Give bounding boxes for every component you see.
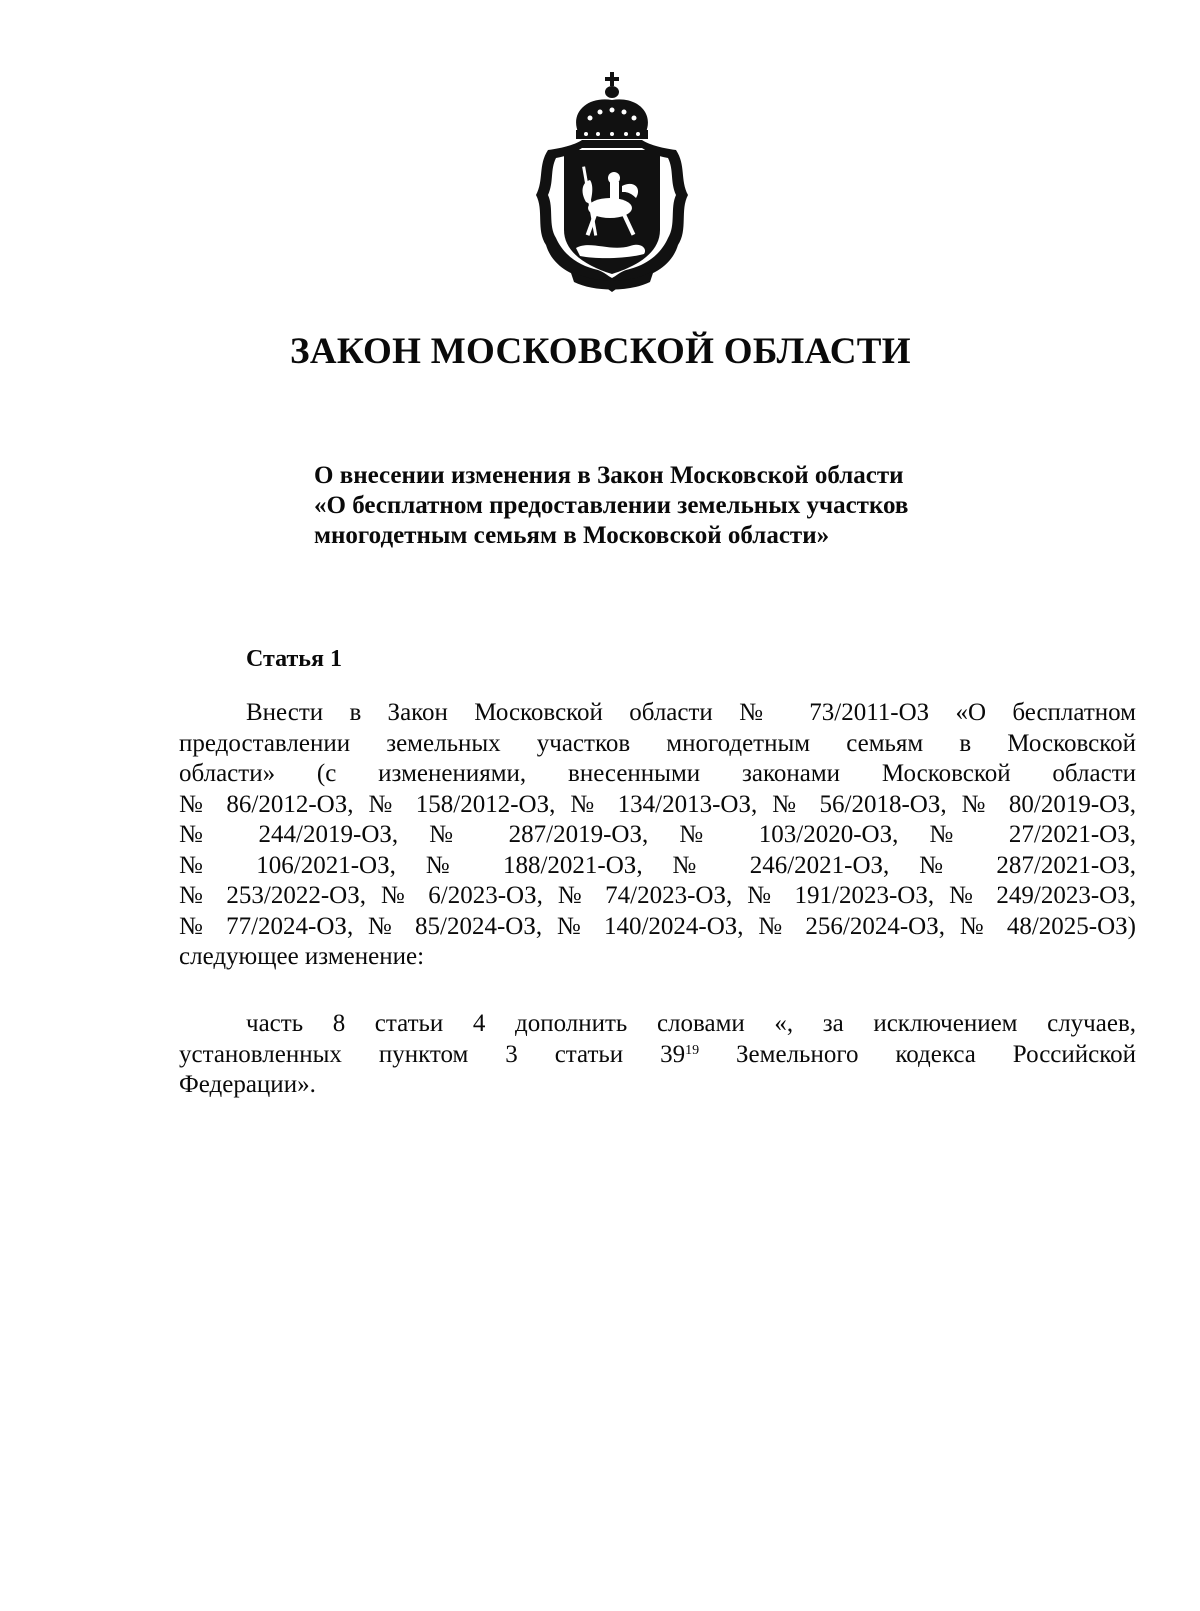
paragraph-line xyxy=(179,1040,1136,1071)
paragraph-line: Внести в Закон Московской области № 73/2011-ОЗ «О бесплатном xyxy=(246,699,1136,726)
article-number-superscript: 19 xyxy=(685,1042,700,1058)
subtitle-line: О внесении изменения в Закон Московской области xyxy=(314,462,904,489)
paragraph-line: области» (с изменениями, внесенными законами Московской области xyxy=(179,760,1136,787)
paragraph-line: № 77/2024-ОЗ, № 85/2024-ОЗ, № 140/2024-ОЗ, № 256/2024-ОЗ, № 48/2025-ОЗ) xyxy=(179,912,1136,940)
paragraph-line: № 244/2019-ОЗ, № 287/2019-ОЗ, № 103/2020-ОЗ, № 27/2021-ОЗ, xyxy=(179,821,1136,848)
paragraph-line: № 106/2021-ОЗ, № 188/2021-ОЗ, № 246/2021-ОЗ, № 287/2021-ОЗ, xyxy=(179,851,1136,879)
paragraph-line: часть 8 статьи 4 дополнить словами «, за исключением случаев, xyxy=(246,1010,1136,1037)
paragraph-line: № 86/2012-ОЗ, № 158/2012-ОЗ, № 134/2013-ОЗ, № 56/2018-ОЗ, № 80/2019-ОЗ, xyxy=(179,790,1136,818)
subtitle-line: многодетным семьям в Московской области» xyxy=(314,522,830,549)
coat-of-arms-emblem xyxy=(530,70,695,295)
paragraph-text: Земельного кодекса Российской xyxy=(699,1040,1137,1068)
article-paragraph-change xyxy=(179,1009,1136,1101)
subtitle-line: «О бесплатном предоставлении земельных участков xyxy=(314,492,909,519)
law-title: ЗАКОН МОСКОВСКОЙ ОБЛАСТИ xyxy=(290,331,911,372)
paragraph-line: предоставлении земельных участков многодетным семьям в Московской xyxy=(179,729,1136,757)
paragraph-line: № 253/2022-ОЗ, № 6/2023-ОЗ, № 74/2023-ОЗ, № 191/2023-ОЗ, № 249/2023-ОЗ, xyxy=(179,882,1136,909)
paragraph-text: установленных пунктом 3 статьи 39 xyxy=(179,1040,686,1068)
law-subtitle xyxy=(314,461,1034,551)
article-heading: Статья 1 xyxy=(246,646,342,672)
paragraph-line: Федерации». xyxy=(179,1071,316,1098)
paragraph-line: следующее изменение: xyxy=(179,943,425,970)
article-paragraph-amendment xyxy=(179,698,1136,973)
